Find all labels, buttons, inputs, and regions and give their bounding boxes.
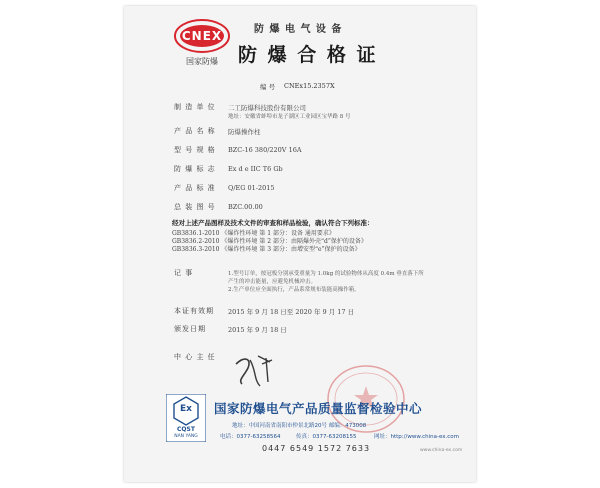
cert-number-label: 编 号 [260, 83, 276, 91]
testing-center-website: 网址：http://www.china-ex.com [374, 434, 460, 440]
validity-period-label: 本证有效期 [174, 307, 214, 315]
ex-mark-label: 防 爆 标 志 [174, 165, 216, 173]
drawing-number-value: BZC.00.00 [228, 203, 263, 211]
standards-intro: 经对上述产品图样及技术文件的审查和样品检验，确认符合下列标准： [172, 219, 374, 227]
model-label: 型 号 规 格 [174, 146, 216, 154]
certificate-sheet [124, 6, 476, 482]
testing-center-name: 国家防爆电气产品质量监督检验中心 [214, 401, 423, 416]
testing-center-address: 地址：中国河南省南阳市仲景北路20号 邮编：473008 [232, 423, 367, 429]
site-url: www.china-ex.com [420, 448, 463, 453]
manufacturer-value: 二工防爆科技股份有限公司 [228, 104, 306, 112]
issue-date-value: 2015 年 9 月 18 日 [228, 326, 287, 334]
cnex-logo [172, 16, 232, 68]
document-subtitle: 防 爆 电 气 设 备 [254, 24, 343, 35]
cnex-logo-text: CNEX [181, 29, 223, 43]
product-name-value: 防爆操作柱 [228, 128, 261, 136]
standard-item: GB3836.3-2010 《爆炸性环境 第 3 部分：由增安型“e”保护的设备》 [172, 246, 361, 253]
notes-line: 产生的冲击能量，应避免机械冲击。 [228, 279, 317, 285]
cnex-logo-caption: 国家防爆 [186, 57, 218, 66]
ex-mark-value: Ex d e IIC T6 Gb [228, 165, 283, 173]
issue-date-label: 颁发日期 [174, 325, 206, 333]
drawing-number-label: 总 装 图 号 [174, 203, 216, 211]
product-standard-label: 产 品 标 准 [174, 184, 216, 192]
manufacturer-address: 地址：安徽省蚌埠市龙子湖区工业园区宝华路 8 号 [228, 114, 351, 120]
director-signature [232, 350, 278, 390]
director-label: 中 心 主 任 [174, 353, 216, 361]
validity-period-value: 2015 年 9 月 18 日至 2020 年 9 月 17 日 [228, 308, 355, 316]
model-value: BZC-16 380/220V 16A [228, 146, 302, 154]
testing-center-phone: 电话：0377-63258564 [220, 434, 281, 440]
testing-center-fax: 传真：0377-63208155 [296, 434, 357, 440]
cqst-logo [166, 394, 206, 442]
cqst-logo-city: NAN YANG [174, 434, 198, 439]
product-standard-value: Q/EG 01-2015 [228, 184, 275, 192]
product-name-label: 产 品 名 称 [174, 127, 216, 135]
manufacturer-label: 制 造 单 位 [174, 103, 216, 111]
notes-line: 1.型号订单，按冠板分别承受重量为 1.0kg 的试验物体从高度 0.4m 垂直落下所 [228, 271, 424, 277]
standard-item: GB3836.1-2010 《爆炸性环境 第 1 部分：设备 通用要求》 [172, 230, 335, 237]
cqst-logo-ex: Ex [180, 404, 192, 414]
notes-label: 记 事 [174, 269, 194, 277]
serial-number: 0447 6549 1572 7633 [262, 444, 371, 453]
cert-number-value: CNEx15.2357X [284, 82, 335, 90]
notes-line: 2.生产单位应全面执行，产品系常规布装能高操作箱。 [228, 287, 360, 293]
cqst-logo-org: CQST [177, 426, 195, 433]
standard-item: GB3836.2-2010 《爆炸性环境 第 2 部分：由隔爆外壳“d”保护的设备》 [172, 238, 367, 245]
document-title: 防 爆 合 格 证 [238, 44, 378, 66]
